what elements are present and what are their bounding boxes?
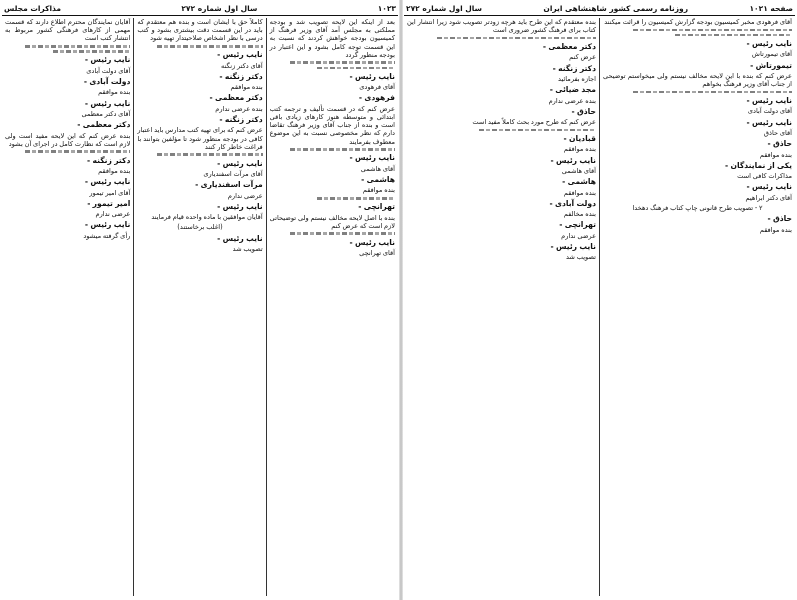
paragraph: بنده موافقم (98, 88, 131, 97)
paragraph: تصویب شد (565, 253, 596, 262)
speaker-name: دولت آبادی - (83, 76, 131, 86)
paragraph: بنده موافقم (563, 145, 596, 154)
paragraph: آقای مرآت اسفندیاری (203, 170, 263, 179)
speaker-name: نایب رئیس - (84, 98, 131, 108)
illegible-text-line (479, 129, 596, 132)
speaker-name: هاشمی - (562, 177, 596, 187)
paragraph: عرض کنم که بنده با این لایحه مخالف نیستم ولی میخواستم توضیحی از جناب آقای وزیر فرهنگ بخواهم (603, 71, 792, 89)
left-page-columns (2, 18, 398, 596)
paragraph: آقایان نمایندگان محترم اطلاع دارند که قسمت مهمی از کارهای فرهنگی کشور مربوط به انتشار کتب است (5, 18, 131, 43)
left-page-issue: سال اول شماره ۲۷۲ (181, 4, 258, 13)
page-gutter (399, 0, 403, 600)
paragraph: بنده با اصل لایحه مخالف نیستم ولی توضیحاتی لازم است که عرض کنم (269, 213, 395, 230)
left-page-column-1 (267, 18, 398, 596)
paragraph: بنده عرض کنم که این لایحه مفید است ولی لازم است که نظارت کامل در اجرای آن بشود (5, 131, 131, 148)
illegible-text-line (53, 50, 131, 53)
paragraph: آقای تیمورتاش (751, 50, 792, 59)
speaker-name: نایب رئیس - (349, 153, 395, 163)
paragraph: آقای امیر تیمور (89, 188, 131, 197)
speaker-name: دکتر معظمی - (209, 93, 263, 103)
illegible-text-line (290, 148, 395, 151)
paragraph: آقای دولت آبادی (747, 107, 792, 116)
right-page-issue: سال اول شماره ۲۷۲ (406, 4, 482, 13)
paragraph: آقای فرهودی (359, 83, 395, 92)
paragraph: آقای دکتر معظمی (81, 110, 131, 118)
paragraph: آقای فرهودی مخبر کمیسیون بودجه گزارش کمیسیون را قرائت میکنند (604, 18, 792, 26)
speaker-name: نایب رئیس - (84, 220, 131, 230)
paragraph: بنده موافقم (759, 150, 792, 159)
illegible-text-line (317, 67, 395, 70)
paragraph: بنده عرضی ندارم (548, 96, 596, 105)
speaker-name: تهرانچی - (559, 220, 596, 230)
right-page-column-2 (404, 18, 600, 596)
left-page-number: ۱۰۲۳ (377, 4, 396, 13)
paragraph: بنده عرضی ندارم (215, 104, 263, 113)
speaker-name: حاذق - (571, 106, 596, 116)
illegible-text-line (25, 45, 130, 48)
illegible-text-line (157, 153, 262, 156)
speaker-name: هاشمی - (361, 175, 395, 184)
paragraph: عرض کنم (569, 53, 596, 62)
paragraph: تصویب شد (232, 245, 263, 254)
speaker-name: نایب رئیس - (84, 177, 131, 187)
speaker-name: یکی از نمایندگان - (725, 160, 792, 170)
paragraph: عرض کنم که در قسمت تألیف و ترجمه کتب ابتدائی و متوسطه هنوز کارهای زیادی باقی است و بنده از جناب آقای وزیر فرهنگ تقاضا دارم که نظر مخصوصی نسبت به این موضوع معطوف بفرمایند (269, 104, 395, 146)
speaker-name: مرآت اسفندیاری - (195, 180, 263, 190)
paragraph: بنده موافقم (759, 225, 792, 234)
speaker-name: دکتر معظمی - (77, 120, 131, 130)
paragraph: بنده معتقدم که این طرح باید هرچه زودتر تصویب شود زیرا انتشار این کتاب برای فرهنگ کشور ضروری است (407, 18, 596, 35)
paragraph: بنده موافقم (563, 188, 596, 197)
speaker-name: نایب رئیس - (746, 182, 792, 192)
paragraph: آقای دولت آبادی (86, 66, 131, 75)
speaker-name: دکتر معظمی - (542, 41, 596, 51)
left-page-section: مذاکرات مجلس (4, 4, 62, 13)
paragraph: اجازه بفرمائید (558, 75, 596, 83)
left-page-column-3 (2, 18, 134, 596)
illegible-text-line (290, 61, 395, 64)
right-page (404, 2, 795, 596)
paragraph: بنده موافقم (98, 167, 131, 175)
speaker-name: نایب رئیس - (217, 50, 263, 60)
left-page-header (2, 2, 398, 16)
right-page-title: روزنامه رسمی کشور شاهنشاهی ایران (543, 4, 689, 13)
speaker-name: تیمورتاش - (750, 60, 792, 70)
paragraph: آقای حاذق (763, 128, 792, 137)
paragraph: آقای هاشمی (561, 167, 596, 176)
paragraph: کاملاً حق با ایشان است و بنده هم معتقدم که باید در این قسمت دقت بیشتری بشود و کتب درسی با نظر اشخاص صلاحیتدار تهیه شود (137, 18, 263, 43)
right-page-columns (404, 18, 795, 596)
illegible-text-line (675, 34, 792, 37)
illegible-text-line (290, 232, 395, 235)
speaker-name: نایب رئیس - (84, 55, 131, 65)
right-page-number: صفحه ۱۰۲۱ (749, 4, 793, 13)
section-heading: ۲ - تصویب طرح قانونی چاپ کتاب فرهنگ دهخدا (632, 204, 763, 213)
speaker-name: دکتر زنگنه - (219, 71, 263, 81)
speaker-name: نایب رئیس - (550, 242, 596, 252)
paragraph: آقای دکتر ابراهیم (745, 193, 792, 202)
paragraph: عرض کنم که برای تهیه کتب مدارس باید اعتبار کافی در بودجه منظور شود تا مؤلفین بتوانند با فراغت خاطر کار کنند (137, 126, 263, 151)
right-page-column-1 (600, 18, 795, 596)
paragraph: آقایان موافقین با ماده واحده قیام فرمایند (151, 213, 263, 222)
paragraph: آقای دکتر زنگنه (221, 61, 263, 70)
illegible-text-line (633, 91, 792, 94)
illegible-text-line (157, 45, 262, 48)
speaker-name: حاذق - (767, 214, 792, 224)
paragraph: عرضی ندارم (227, 191, 263, 200)
speaker-name: نایب رئیس - (349, 71, 395, 81)
speaker-name: تهرانچی - (358, 202, 395, 212)
paragraph: عرض کنم که طرح مورد بحث کاملاً مفید است (472, 118, 596, 127)
paragraph: مذاکرات کافی است (737, 172, 792, 181)
paragraph: عرضی ندارم (561, 231, 596, 240)
speaker-name: نایب رئیس - (349, 237, 395, 247)
speaker-name: دولت آبادی - (549, 198, 596, 208)
speaker-name: دکتر زنگنه - (552, 63, 596, 73)
speaker-name: دکتر زنگنه - (87, 155, 131, 165)
paragraph: رأی گرفته میشود (83, 231, 131, 240)
speaker-name: نایب رئیس - (217, 201, 263, 211)
speaker-name: نایب رئیس - (746, 117, 792, 127)
section-heading: (اغلب برخاستند) (177, 223, 223, 232)
speaker-name: دکتر زنگنه - (219, 115, 263, 125)
illegible-text-line (633, 29, 792, 32)
right-page-header (404, 2, 795, 16)
speaker-name: فرهودی - (358, 93, 395, 103)
speaker-name: امیر تیمور - (87, 198, 131, 208)
illegible-text-line (317, 197, 395, 200)
paragraph: بنده مخالفم (563, 210, 596, 219)
paragraph: بعد از اینکه این لایحه تصویب شد و بودجه مملکتی به مجلس آمد آقای وزیر فرهنگ از کمیسیون بودجه خواهش کردند که نسبت به این قسمت توجه کامل بشود و این اعتبار در بودجه منظور گردد (269, 18, 395, 59)
speaker-name: نایب رئیس - (746, 38, 792, 48)
paragraph: بنده موافقم (362, 186, 395, 195)
speaker-name: قبادیان - (563, 134, 596, 143)
illegible-text-line (437, 37, 596, 40)
paragraph: آقای تهرانچی (359, 248, 395, 257)
paragraph: آقای هاشمی (360, 164, 395, 173)
illegible-text-line (25, 150, 130, 153)
speaker-name: نایب رئیس - (217, 158, 263, 168)
speaker-name: مجد ضیائی - (549, 85, 596, 95)
paragraph: عرضی ندارم (95, 210, 131, 219)
left-page (2, 2, 398, 596)
speaker-name: حاذق - (767, 139, 792, 149)
speaker-name: نایب رئیس - (217, 233, 263, 243)
speaker-name: نایب رئیس - (746, 95, 792, 105)
left-page-column-2 (134, 18, 266, 596)
speaker-name: نایب رئیس - (550, 155, 596, 165)
paragraph: بنده موافقم (230, 83, 263, 92)
